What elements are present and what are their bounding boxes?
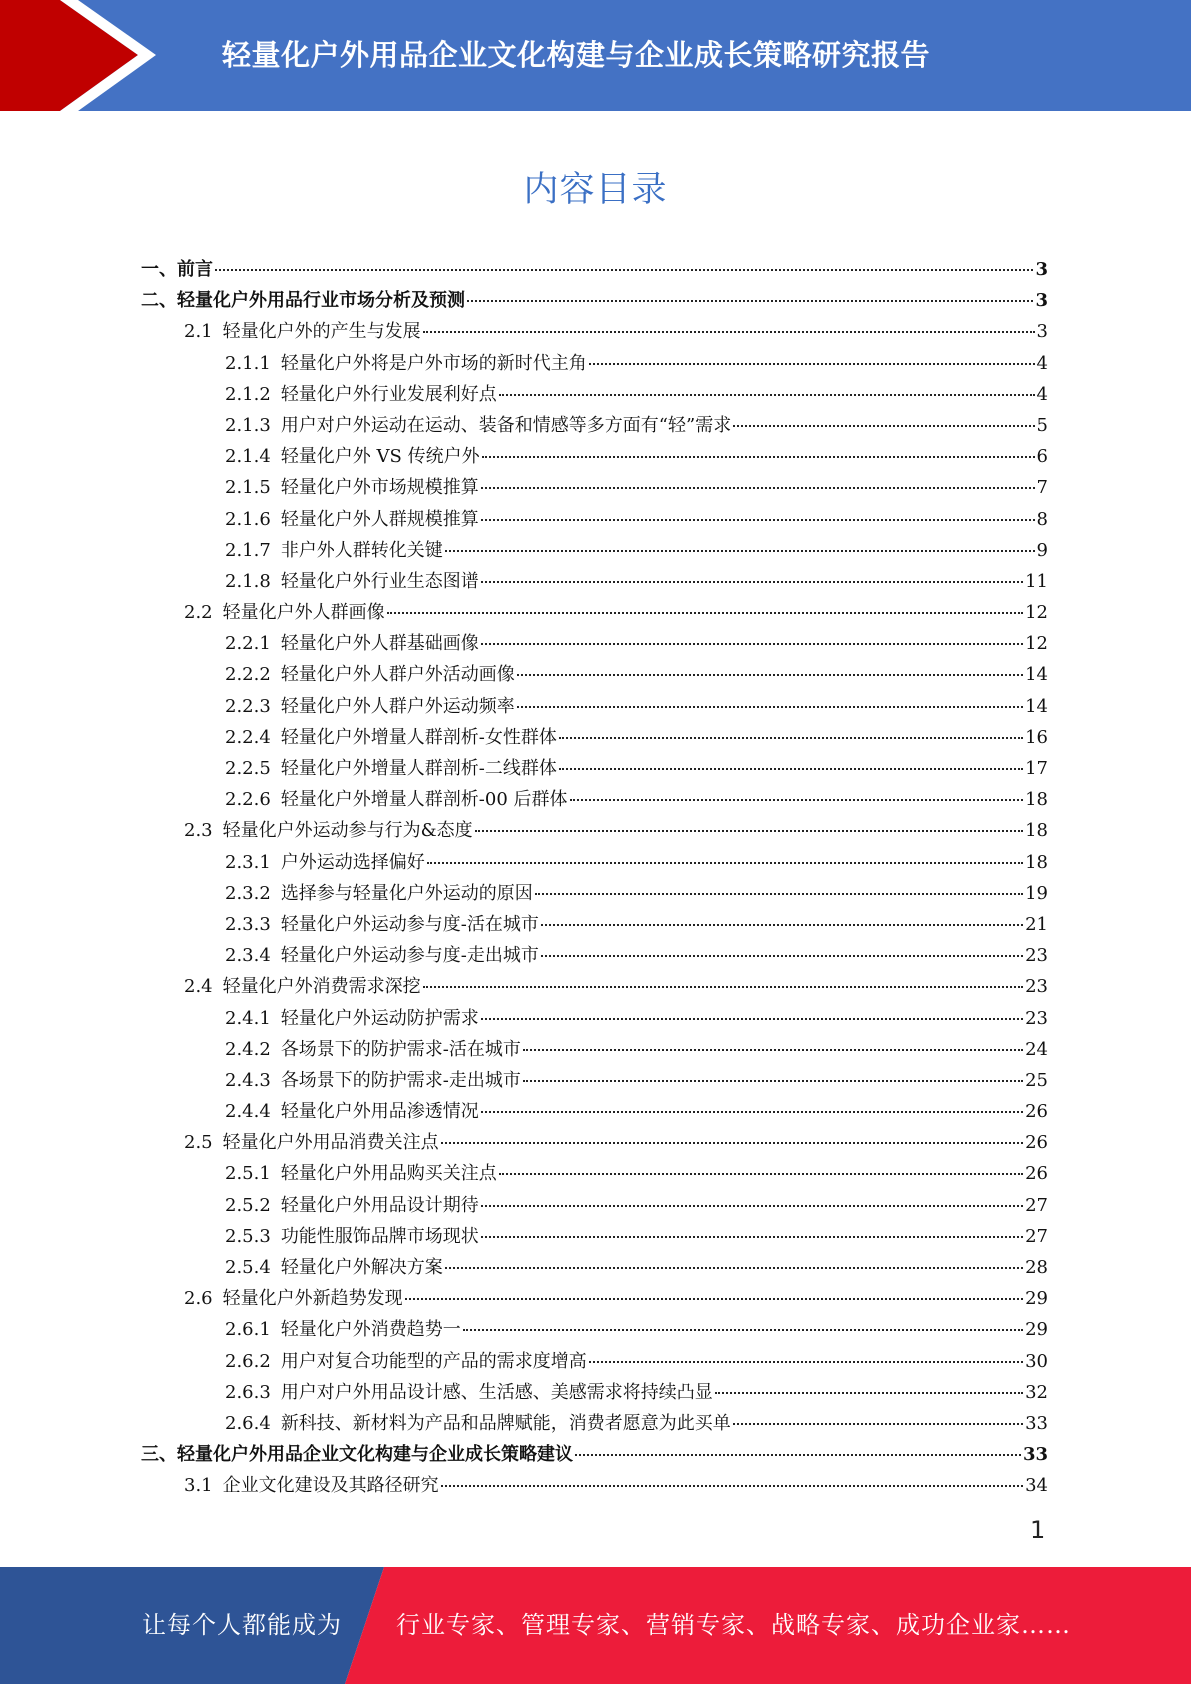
toc-entry[interactable]: [141, 1065, 1048, 1096]
toc-dot-leader: [481, 519, 1035, 521]
toc-entry[interactable]: [141, 379, 1048, 410]
toc-entry-title: 轻量化户外人群基础画像: [280, 633, 479, 655]
toc-entry-number: 2.4.2: [225, 1038, 271, 1060]
toc-entry-title: 轻量化户外增量人群剖析-00 后群体: [280, 789, 568, 811]
toc-entry-number: 一、: [141, 259, 177, 280]
toc-entry-page: 3: [1035, 290, 1048, 312]
toc-dot-leader: [589, 363, 1035, 365]
toc-entry-number: 二、: [141, 290, 177, 312]
toc-entry[interactable]: [141, 1377, 1048, 1408]
toc-entry[interactable]: [141, 285, 1048, 316]
toc-dot-leader: [523, 1049, 1023, 1051]
toc-entry-number: 2.1.3: [225, 414, 271, 436]
toc-entry-title: 前言: [177, 259, 213, 280]
toc-entry-title: 轻量化户外的产生与发展: [222, 321, 421, 343]
toc-entry-title: 轻量化户外人群户外活动画像: [280, 664, 515, 686]
toc-dot-leader: [441, 1142, 1023, 1144]
toc-dot-leader: [215, 269, 1033, 271]
toc-entry[interactable]: [141, 1003, 1048, 1034]
toc-entry-title: 非户外人群转化关键: [280, 539, 443, 561]
toc-entry-number: 2.1.2: [225, 383, 271, 405]
toc-entry-page: 3: [1036, 321, 1048, 343]
toc-entry-page: 6: [1036, 446, 1048, 468]
toc-entry-title: 用户对复合功能型的产品的需求度增高: [280, 1350, 587, 1372]
toc-entry-number: 2.5: [184, 1132, 213, 1154]
toc-entry-page: 8: [1036, 508, 1048, 530]
toc-entry-number: 2.6.1: [225, 1319, 271, 1341]
toc-dot-leader: [733, 1423, 1023, 1425]
toc-dot-leader: [423, 331, 1035, 333]
toc-entry[interactable]: [141, 1221, 1048, 1252]
toc-entry-number: 2.2.1: [225, 633, 271, 655]
page-number: 1: [1030, 1516, 1046, 1544]
toc-entry-page: 26: [1025, 1132, 1048, 1154]
toc-entry-page: 32: [1025, 1381, 1048, 1403]
toc-entry[interactable]: [141, 472, 1048, 503]
toc-entry-page: 16: [1025, 726, 1048, 748]
toc-entry-number: 2.5.1: [225, 1163, 271, 1185]
toc-entry[interactable]: [141, 784, 1048, 815]
toc-dot-leader: [517, 706, 1023, 708]
footer-slogan-right: 行业专家、管理专家、营销专家、战略专家、成功企业家……: [396, 1611, 1071, 1639]
toc-entry-title: 轻量化户外增量人群剖析-女性群体: [280, 726, 557, 748]
toc-entry-number: 2.2.3: [225, 695, 271, 717]
toc-entry-page: 27: [1025, 1194, 1048, 1216]
toc-heading: 内容目录: [523, 170, 668, 210]
toc-entry[interactable]: [141, 1346, 1048, 1377]
toc-dot-leader: [467, 300, 1033, 302]
toc-dot-leader: [481, 487, 1035, 489]
toc-dot-leader: [715, 1392, 1023, 1394]
toc-entry-title: 轻量化户外增量人群剖析-二线群体: [280, 758, 557, 779]
toc-entry-page: 7: [1036, 477, 1048, 499]
toc-entry-title: 各场景下的防护需求-走出城市: [280, 1069, 521, 1091]
toc-entry-page: 4: [1036, 383, 1048, 405]
toc-entry-page: 28: [1025, 1257, 1048, 1278]
toc-dot-leader: [570, 799, 1024, 801]
toc-entry[interactable]: [141, 1470, 1048, 1501]
toc-entry[interactable]: [141, 1127, 1048, 1158]
toc-dot-leader: [541, 955, 1023, 957]
toc-entry-page: 29: [1025, 1319, 1048, 1341]
toc-entry-page: 30: [1025, 1350, 1048, 1372]
toc-dot-leader: [475, 830, 1023, 832]
toc-entry[interactable]: [141, 909, 1048, 940]
toc-entry[interactable]: [141, 1158, 1048, 1189]
toc-entry-page: 18: [1025, 820, 1048, 842]
toc-dot-leader: [559, 768, 1023, 770]
toc-entry[interactable]: [141, 878, 1048, 909]
toc-entry[interactable]: [141, 410, 1048, 441]
toc-dot-leader: [441, 1485, 1023, 1487]
toc-dot-leader: [482, 456, 1035, 458]
toc-entry-number: 2.5.4: [225, 1257, 271, 1278]
toc-dot-leader: [481, 581, 1023, 583]
toc-entry-number: 2.3.1: [225, 851, 271, 873]
toc-entry-number: 2.1.7: [225, 539, 271, 561]
toc-entry-title: 轻量化户外人群画像: [222, 602, 385, 624]
toc-entry-page: 25: [1025, 1069, 1048, 1091]
toc-entry-page: 23: [1025, 1007, 1048, 1029]
toc-entry[interactable]: [141, 722, 1048, 753]
toc-entry-title: 轻量化户外消费趋势一: [280, 1319, 461, 1341]
toc-entry-page: 26: [1025, 1163, 1048, 1185]
toc-entry-number: 2.3.4: [225, 945, 271, 967]
toc-dot-leader: [405, 1298, 1023, 1300]
toc-entry-page: 23: [1025, 945, 1048, 967]
toc-dot-leader: [517, 674, 1023, 676]
toc-entry-title: 轻量化户外运动防护需求: [280, 1007, 479, 1029]
toc-dot-leader: [523, 1080, 1023, 1082]
toc-entry-page: 14: [1025, 695, 1048, 717]
toc-dot-leader: [445, 550, 1035, 552]
toc-entry-title: 各场景下的防护需求-活在城市: [280, 1038, 521, 1060]
toc-entry[interactable]: [141, 1096, 1048, 1127]
toc-entry-number: 2.4.1: [225, 1007, 271, 1029]
toc-entry-title: 轻量化户外将是户外市场的新时代主角: [280, 352, 587, 374]
toc-entry-page: 12: [1025, 633, 1048, 655]
toc-entry[interactable]: [141, 847, 1048, 878]
toc-entry-page: 17: [1025, 758, 1048, 779]
toc-dot-leader: [427, 862, 1023, 864]
toc-entry-page: 19: [1025, 882, 1048, 904]
toc-entry-number: 2.3: [184, 820, 213, 842]
toc-entry[interactable]: [141, 1439, 1048, 1470]
toc-entry[interactable]: [141, 1034, 1048, 1065]
toc-entry-title: 轻量化户外用品消费关注点: [222, 1132, 439, 1154]
toc-dot-leader: [481, 1205, 1023, 1207]
toc-dot-leader: [463, 1329, 1023, 1331]
toc-entry[interactable]: [141, 1408, 1048, 1439]
toc-entry-number: 2.1: [184, 321, 213, 343]
toc-entry-number: 2.4.3: [225, 1069, 271, 1091]
toc-entry-page: 27: [1025, 1225, 1048, 1247]
toc-entry[interactable]: [141, 1190, 1048, 1221]
toc-entry[interactable]: [141, 1252, 1048, 1283]
toc-entry[interactable]: [141, 691, 1048, 722]
toc-entry-page: 18: [1025, 851, 1048, 873]
toc-dot-leader: [733, 425, 1034, 427]
toc-dot-leader: [481, 1018, 1023, 1020]
toc-dot-leader: [559, 737, 1023, 739]
report-title: 轻量化户外用品企业文化构建与企业成长策略研究报告: [222, 38, 931, 72]
toc-entry-number: 2.1.4: [225, 446, 271, 468]
toc-dot-leader: [445, 1267, 1023, 1269]
table-of-contents: [141, 254, 1048, 1502]
toc-entry[interactable]: [141, 348, 1048, 379]
toc-entry-title: 轻量化户外用品购买关注点: [280, 1163, 497, 1185]
toc-dot-leader: [535, 893, 1023, 895]
toc-entry-title: 轻量化户外运动参与行为&态度: [222, 820, 473, 842]
toc-dot-leader: [481, 1236, 1023, 1238]
toc-entry-number: 2.4: [184, 976, 213, 998]
toc-entry-title: 户外运动选择偏好: [280, 851, 425, 873]
toc-entry[interactable]: [141, 441, 1048, 472]
toc-dot-leader: [499, 394, 1035, 396]
toc-entry-number: 2.2: [184, 602, 213, 624]
toc-entry[interactable]: [141, 504, 1048, 535]
toc-dot-leader: [499, 1173, 1023, 1175]
toc-entry-page: 33: [1022, 1444, 1048, 1466]
toc-entry-title: 轻量化户外运动参与度-走出城市: [280, 945, 539, 967]
toc-entry-title: 轻量化户外解决方案: [280, 1257, 443, 1278]
footer-banner: [0, 1567, 1191, 1684]
toc-entry-page: 5: [1036, 414, 1048, 436]
toc-entry-number: 2.4.4: [225, 1101, 271, 1123]
toc-entry-number: 2.6.4: [225, 1412, 271, 1434]
toc-entry-page: 14: [1025, 664, 1048, 686]
toc-entry[interactable]: [141, 316, 1048, 347]
toc-entry-page: 9: [1036, 539, 1048, 561]
toc-dot-leader: [387, 612, 1023, 614]
toc-dot-leader: [575, 1454, 1021, 1456]
toc-entry-page: 3: [1035, 259, 1048, 280]
toc-entry-title: 轻量化户外新趋势发现: [222, 1288, 403, 1310]
header-banner: [0, 0, 1191, 111]
toc-entry-title: 企业文化建设及其路径研究: [222, 1475, 439, 1497]
toc-entry[interactable]: [141, 254, 1048, 285]
toc-entry[interactable]: [141, 597, 1048, 628]
toc-dot-leader: [541, 924, 1023, 926]
toc-entry[interactable]: [141, 1314, 1048, 1345]
toc-entry[interactable]: [141, 815, 1048, 846]
toc-entry-number: 2.1.5: [225, 477, 271, 499]
toc-entry-title: 用户对户外用品设计感、生活感、美感需求将持续凸显: [280, 1381, 713, 1403]
toc-entry-title: 轻量化户外消费需求深挖: [222, 976, 421, 998]
toc-entry-title: 新科技、新材料为产品和品牌赋能，消费者愿意为此买单: [280, 1412, 731, 1434]
toc-entry-page: 21: [1025, 913, 1048, 935]
toc-entry-title: 轻量化户外用品行业市场分析及预测: [177, 290, 465, 312]
toc-entry-title: 轻量化户外用品设计期待: [280, 1194, 479, 1216]
toc-entry-title: 轻量化户外运动参与度-活在城市: [280, 913, 539, 935]
toc-entry-page: 18: [1025, 789, 1048, 811]
toc-entry-number: 2.2.4: [225, 726, 271, 748]
toc-entry-title: 轻量化户外行业发展利好点: [280, 383, 497, 405]
toc-entry-number: 2.5.2: [225, 1194, 271, 1216]
toc-entry-title: 轻量化户外行业生态图谱: [280, 570, 479, 592]
toc-entry-title: 轻量化户外人群规模推算: [280, 508, 479, 530]
toc-entry-title: 轻量化户外用品企业文化构建与企业成长策略建议: [177, 1444, 573, 1466]
toc-entry-page: 29: [1025, 1288, 1048, 1310]
toc-entry-page: 12: [1025, 602, 1048, 624]
toc-entry-page: 26: [1025, 1101, 1048, 1123]
toc-entry-number: 3.1: [184, 1475, 213, 1497]
toc-entry-number: 2.6: [184, 1288, 213, 1310]
toc-entry-title: 轻量化户外 VS 传统户外: [280, 446, 480, 468]
toc-entry-page: 11: [1025, 570, 1048, 592]
footer-slogan-left: 让每个人都能成为: [142, 1611, 342, 1639]
toc-entry-title: 轻量化户外市场规模推算: [280, 477, 479, 499]
toc-entry-number: 2.1.1: [225, 352, 271, 374]
toc-entry[interactable]: [141, 1283, 1048, 1314]
toc-entry-number: 2.3.3: [225, 913, 271, 935]
toc-entry-number: 2.2.5: [225, 758, 271, 779]
toc-dot-leader: [423, 986, 1023, 988]
toc-entry-page: 34: [1025, 1475, 1048, 1497]
toc-entry[interactable]: [141, 659, 1048, 690]
toc-entry-page: 4: [1036, 352, 1048, 374]
toc-entry[interactable]: [141, 753, 1048, 784]
toc-entry-number: 三、: [141, 1444, 177, 1466]
toc-dot-leader: [481, 643, 1023, 645]
toc-entry-title: 选择参与轻量化户外运动的原因: [280, 882, 533, 904]
toc-dot-leader: [481, 1111, 1023, 1113]
toc-entry-number: 2.5.3: [225, 1225, 271, 1247]
toc-entry-page: 24: [1025, 1038, 1048, 1060]
toc-entry-page: 23: [1025, 976, 1048, 998]
toc-entry[interactable]: [141, 971, 1048, 1002]
toc-entry-number: 2.2.2: [225, 664, 271, 686]
toc-entry-page: 33: [1025, 1412, 1048, 1434]
toc-entry-number: 2.1.6: [225, 508, 271, 530]
toc-entry-title: 轻量化户外用品渗透情况: [280, 1101, 479, 1123]
toc-entry-title: 功能性服饰品牌市场现状: [280, 1225, 479, 1247]
toc-dot-leader: [589, 1361, 1023, 1363]
toc-entry-number: 2.6.3: [225, 1381, 271, 1403]
toc-entry-number: 2.3.2: [225, 882, 271, 904]
toc-entry[interactable]: [141, 940, 1048, 971]
toc-entry[interactable]: [141, 628, 1048, 659]
toc-entry-title: 轻量化户外人群户外运动频率: [280, 695, 515, 717]
toc-entry[interactable]: [141, 535, 1048, 566]
toc-entry-number: 2.1.8: [225, 570, 271, 592]
toc-entry-title: 用户对户外运动在运动、装备和情感等多方面有“轻”需求: [280, 414, 732, 436]
toc-entry-number: 2.2.6: [225, 789, 271, 811]
toc-entry[interactable]: [141, 566, 1048, 597]
toc-entry-number: 2.6.2: [225, 1350, 271, 1372]
